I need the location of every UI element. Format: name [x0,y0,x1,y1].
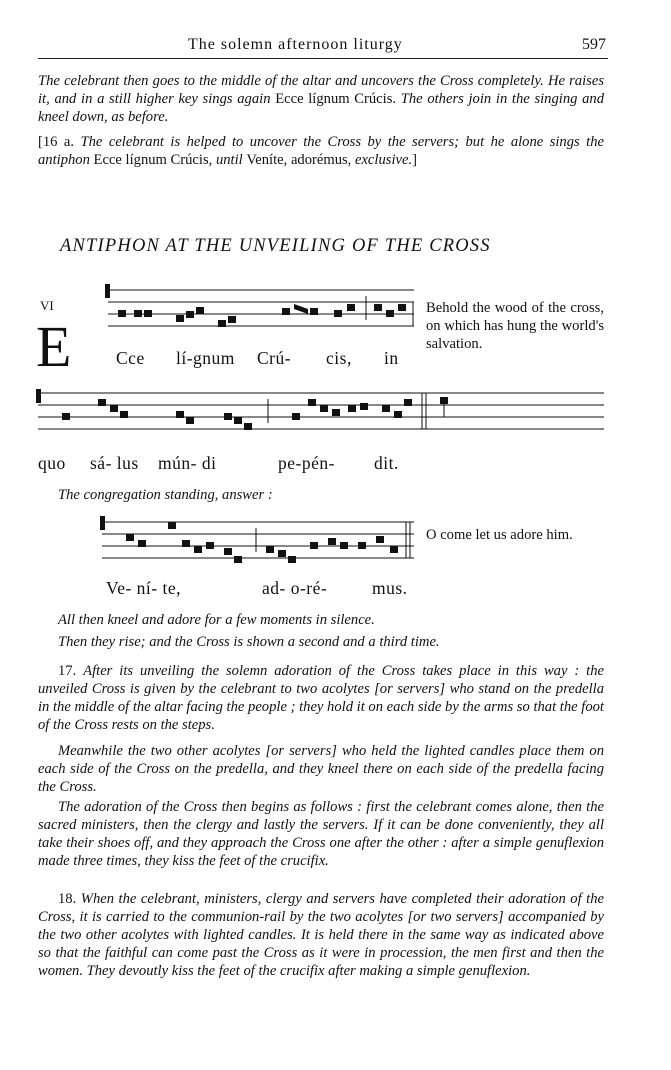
latin-incipit: Ecce lígnum Crúcis, [93,152,213,168]
rubric-kneel: All then kneel and adore for a few moments in silence. [58,612,375,628]
paragraph-number: 17. [58,663,84,679]
paragraph-18 [38,890,604,980]
lyric-syllable: dit. [374,453,399,473]
latin-incipit: Veníte, adorémus, [246,152,352,168]
page-number: 597 [582,36,606,53]
lyric-syllable: sá- lus [90,453,139,473]
latin-incipit: Ecce lígnum Crúcis. [275,91,397,107]
antiphon-translation: Behold the wood of the cross, on which has hung the world's salvation. [426,300,604,352]
running-title: The solemn afternoon liturgy [188,36,403,53]
paragraph-17-candles: Meanwhile the two other acolytes [or servers] who held the lighted candles place them on each side of the Cross on the predella, and they kneel there on each side of the predella facing the Cross. [38,743,604,795]
lyric-syllable: pe-pén- [278,453,335,473]
lyric-syllable: ad- o-ré- [262,578,328,598]
response-translation: O come let us adore him. [426,527,573,543]
rubric-text: When the celebrant, ministers, clergy and servers have completed their adoration of the Cross, it is carried to the communion-rail by the two acolytes [or two servers] accompanied by the two other acolytes with lighted candles. It is held there in the same way as indicated above so that the faithful can come past the Cross as it were in procession, the men first and then the women. They devoutly kiss the feet of the crucifix after making a simple genuflexion. [38,891,604,979]
lyric-syllable: Crú- [257,348,292,368]
drop-capital: E [36,314,72,379]
lyric-syllable: lí-gnum [176,348,235,368]
response-rubric: The congregation standing, answer : [58,487,273,503]
chant-staff-2 [36,383,606,441]
lyric-syllable: Ve- ní- te, [106,578,181,598]
lyric-syllable: cis, [326,348,352,368]
running-head [38,36,608,59]
mode-number: VI [40,298,54,313]
paragraph-16a [38,133,604,169]
lyric-syllable: in [384,348,399,368]
antiphon-heading: ANTIPHON AT THE UNVEILING OF THE CROSS [60,236,491,256]
rubric-text: until [212,152,247,168]
rubric-text: After its unveiling the solemn adoration of the Cross takes place in this way : the unveiled Cross is given by the celebrant to two acolytes [or servers] who stand on the predella in the middle of the altar facing the people ; they hold it on each side by the arms so that the foot of the Cross rests on the steps. [38,663,604,733]
lyric-syllable: mus. [372,578,408,598]
paragraph-17 [38,662,604,734]
paragraph-17-adoration: The adoration of the Cross then begins as follows : first the celebrant comes alone, then the sacred ministers, then the clergy and lastly the servers. If it can be done conveniently, they all take their shoes off, and they approach the Cross one after the other : after a simple genuflexion made three times, they kiss the feet of the crucifix. [38,799,604,869]
chant-staff-response [100,512,416,570]
lyric-syllable: mún- di [158,453,217,473]
paragraph-celebrant-uncovers-cross [38,72,604,126]
rubric-text: The celebrant then goes to the middle of the altar and uncovers the Cross completely. He raises it, and in a still higher key sings again [38,73,604,107]
rubric-text: The celebrant is helped to uncover the Cross by the servers; but he alone sings the antiphon [38,134,604,168]
chant-staff-1 [104,282,416,332]
bracket: ] [412,152,417,168]
rubric-rise: Then they rise; and the Cross is shown a second and a third time. [58,634,440,650]
lyric-syllable: quo [38,453,66,473]
rubric-text: The others join in the singing and kneel down, as before. [38,91,605,125]
paragraph-number: 18. [58,891,81,907]
paragraph-number: [16 a. [38,134,81,150]
rubric-text: exclusive. [351,152,413,168]
lyric-syllable: Cce [116,348,145,368]
